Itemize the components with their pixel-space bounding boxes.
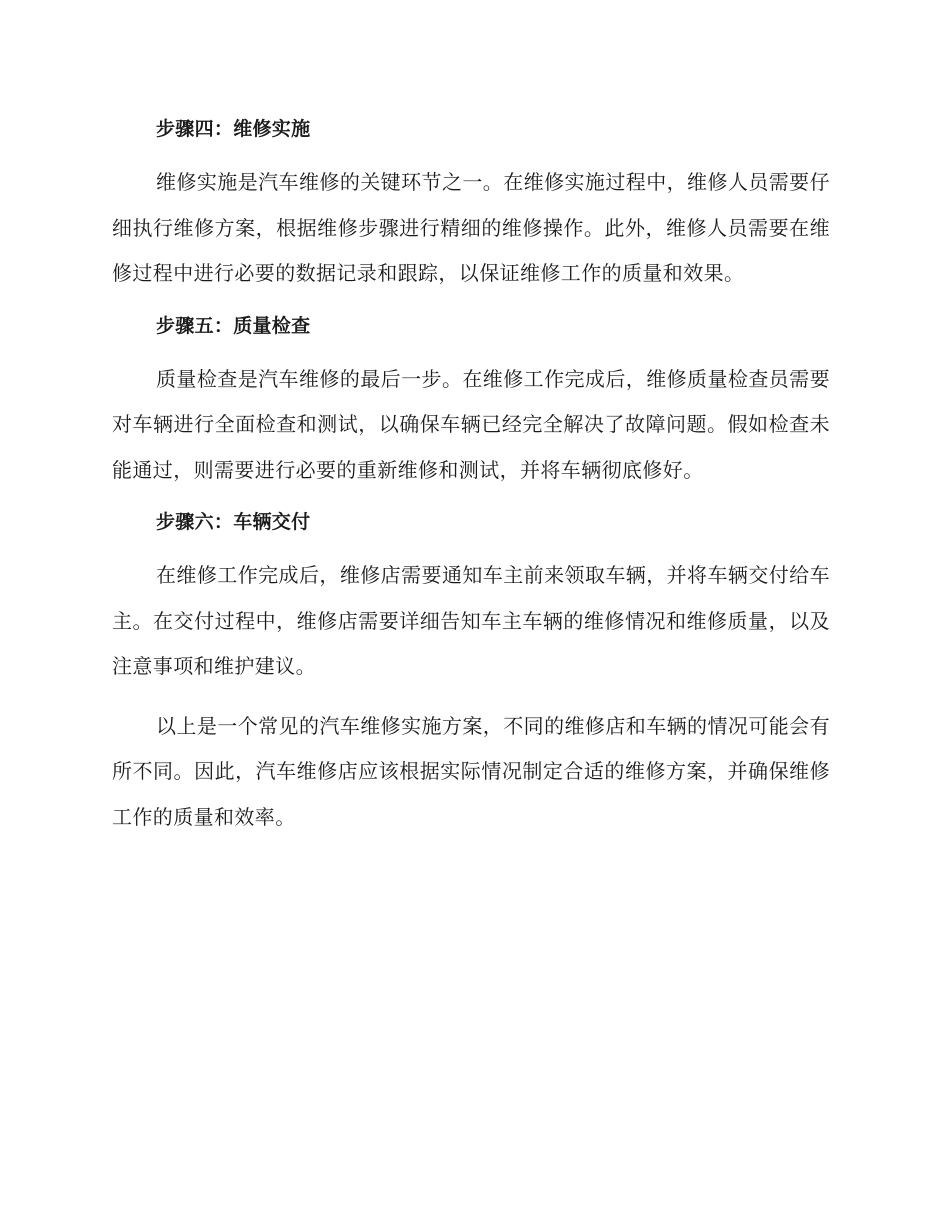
section-paragraph-step-6: 在维修工作完成后，维修店需要通知车主前来领取车辆，并将车辆交付给车主。在交付过程中，维修店需要详细告知车主车辆的维修情况和维修质量，以及注意事项和维护建议。: [112, 563, 830, 678]
section-heading-step-4: 步骤四：维修实施: [156, 118, 311, 140]
section-paragraph-step-5: 质量检查是汽车维修的最后一步。在维修工作完成后，维修质量检查员需要对车辆进行全面检查和测试，以确保车辆已经完全解决了故障问题。假如检查未能通过，则需要进行必要的重新维修和测试，并将车辆彻底修好。: [112, 366, 830, 482]
section-heading-step-5: 步骤五：质量检查: [156, 314, 311, 337]
section-heading-step-6: 步骤六：车辆交付: [156, 511, 311, 533]
section-paragraph-step-4: 维修实施是汽车维修的关键环节之一。在维修实施过程中，维修人员需要仔细执行维修方案，根据维修步骤进行精细的维修操作。此外，维修人员需要在维修过程中进行必要的数据记录和跟踪，以保证维修工作的质量和效果。: [112, 170, 830, 285]
conclusion-paragraph: 以上是一个常见的汽车维修实施方案，不同的维修店和车辆的情况可能会有所不同。因此，汽车维修店应该根据实际情况制定合适的维修方案，并确保维修工作的质量和效率。: [112, 713, 830, 829]
